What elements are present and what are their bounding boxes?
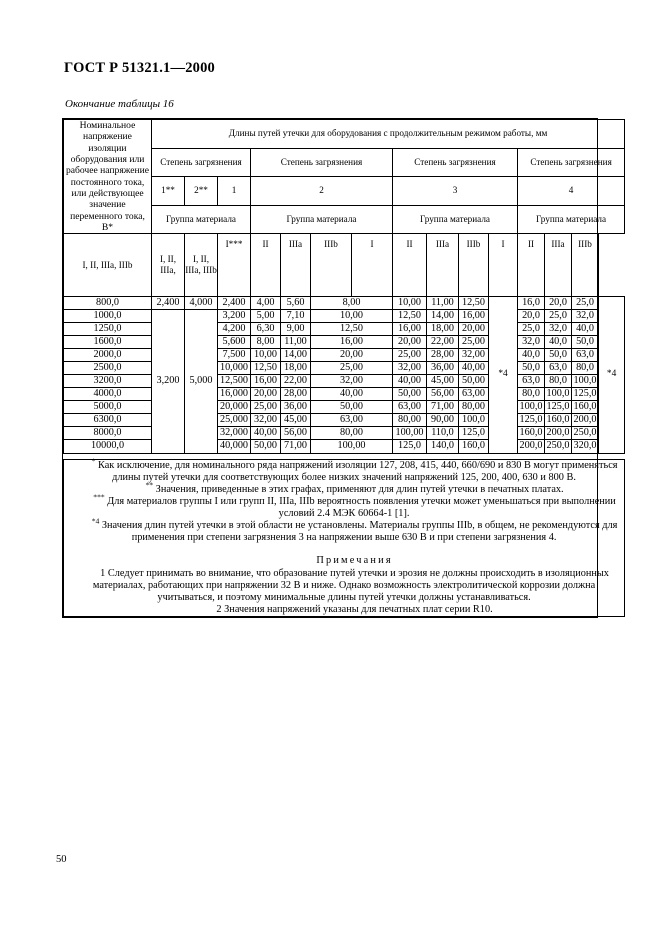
footnote-1-text: Как исключение, для номинального ряда напряжений изоляции 127, 208, 415, 440, 660/690 и 830 В могут применяться длины путей утечки для соответствующих более низких значений напряжений 125, 200, 400, 630 и 800 В. (97, 459, 618, 483)
cell-d3-I: 10,00 (393, 297, 427, 310)
cell-d4-I: 100,0 (518, 401, 545, 414)
material-4-I: I (489, 234, 518, 297)
cell-d2-IIIab: 50,00 (311, 401, 393, 414)
table-row (64, 427, 625, 440)
cell-d2-I: 8,00 (251, 336, 281, 349)
cell-d2-IIIab: 20,00 (311, 349, 393, 362)
cell-d4-IIIa: 250,0 (572, 427, 599, 440)
cell-voltage: 8000,0 (64, 427, 152, 440)
note-item-1: 1 Следует принимать во внимание, что образование путей утечки и эрозия не должны происходить в изоляционных материалах, работающих при напряжении 32 В и ниже. Однако возможность электролитической коррозии должна учитываться, и поэтому минимальные длины путей утечки должны устанавливаться. (92, 567, 609, 603)
creepage-distance-table (63, 119, 625, 617)
cell-d1-m3: 20,000 (218, 401, 251, 414)
material-3-IIIa: IIIa (427, 234, 459, 297)
cell-voltage: 2000,0 (64, 349, 152, 362)
cell-d3-I: 125,0 (393, 440, 427, 453)
cell-d3-I: 40,00 (393, 375, 427, 388)
cell-d2-IIIab: 12,50 (311, 323, 393, 336)
cell-d2-II: 22,00 (281, 375, 311, 388)
material-3-IIIb: IIIb (459, 234, 489, 297)
degree-label-group-2: Степень загрязнения (251, 148, 393, 177)
cell-d3-I: 100,00 (393, 427, 427, 440)
cell-d3-IIIa: 50,00 (459, 375, 489, 388)
table-row (64, 388, 625, 401)
footnote-1-marker: * (91, 456, 96, 466)
cell-d3-II: 11,00 (427, 297, 459, 310)
cell-d1-m3: 5,600 (218, 336, 251, 349)
cell-d4-I: 125,0 (518, 414, 545, 427)
cell-d1-m3: 40,000 (218, 440, 251, 453)
cell-d4-IIIa: 40,0 (572, 323, 599, 336)
cell-d1-m3: 2,400 (218, 297, 251, 310)
cell-d1-m2-merged: 5,000 (185, 310, 218, 453)
cell-d3-IIIa: 160,0 (459, 440, 489, 453)
cell-d2-I: 6,30 (251, 323, 281, 336)
cell-voltage: 800,0 (64, 297, 152, 310)
cell-d4-I: 63,0 (518, 375, 545, 388)
material-4-IIIb: IIIb (572, 234, 599, 297)
cell-voltage: 6300,0 (64, 414, 152, 427)
cell-d2-IIIab: 32,00 (311, 375, 393, 388)
cell-d4-II: 100,0 (545, 388, 572, 401)
footnote-3-text: Для материалов группы I или групп II, IIIa, IIIb вероятность появления утечки может уменьшаться при выполнении условий 2.4 МЭК 60664-1 [1]. (107, 495, 616, 520)
cell-d3-I: 63,00 (393, 401, 427, 414)
material-1b: I, II, IIIa, (152, 234, 185, 297)
cell-d1-m3: 16,000 (218, 388, 251, 401)
cell-d4-II: 125,0 (545, 401, 572, 414)
cell-voltage: 4000,0 (64, 388, 152, 401)
cell-d2-II: 5,60 (281, 297, 311, 310)
cell-d2-I: 50,00 (251, 440, 281, 453)
degree-1a: 1** (152, 177, 185, 206)
cell-d2-I: 25,00 (251, 401, 281, 414)
material-4-IIIa: IIIa (545, 234, 572, 297)
cell-d2-II: 9,00 (281, 323, 311, 336)
cell-d4-II: 80,0 (545, 375, 572, 388)
cell-d3-I: 12,50 (393, 310, 427, 323)
table-row (64, 323, 625, 336)
cell-d2-II: 18,00 (281, 362, 311, 375)
cell-d4-II: 200,0 (545, 427, 572, 440)
table-row (64, 336, 625, 349)
material-4-II: II (518, 234, 545, 297)
cell-d4-II: 50,0 (545, 349, 572, 362)
cell-d4-I: 32,0 (518, 336, 545, 349)
cell-d1-m1: 2,400 (152, 297, 185, 310)
table-row (64, 349, 625, 362)
material-1c: I, II, IIIa, IIIb (185, 234, 218, 297)
cell-d2-I: 12,50 (251, 362, 281, 375)
degree-label-group-4: Степень загрязнения (518, 148, 625, 177)
standard-title: ГОСТ Р 51321.1—2000 (64, 60, 215, 76)
cell-d2-IIIab: 100,00 (311, 440, 393, 453)
cell-d3-II: 22,00 (427, 336, 459, 349)
table-row (64, 414, 625, 427)
cell-d1-m3: 25,000 (218, 414, 251, 427)
top-header-cell: Длины путей утечки для оборудования с продолжительным режимом работы, мм (152, 120, 625, 149)
group-label-4: Группа материала (518, 205, 625, 234)
cell-d4-I: 200,0 (518, 440, 545, 453)
cell-voltage: 5000,0 (64, 401, 152, 414)
left-header-cell: Номинальное напряжение изоляции оборудования или рабочее напряжение постоянного тока, или действующее значение переменного тока, В* (64, 120, 152, 234)
degree-1c: 1 (218, 177, 251, 206)
cell-d4-IIIa: 80,0 (572, 362, 599, 375)
header-row-top (64, 120, 625, 149)
cell-voltage: 3200,0 (64, 375, 152, 388)
cell-d3-II: 36,00 (427, 362, 459, 375)
cell-d3-I: 25,00 (393, 349, 427, 362)
cell-d2-IIIab: 40,00 (311, 388, 393, 401)
cell-d4-IIIa: 63,0 (572, 349, 599, 362)
cell-d2-II: 11,00 (281, 336, 311, 349)
cell-d2-II: 7,10 (281, 310, 311, 323)
degree-1b: 2** (185, 177, 218, 206)
cell-d4-II: 40,0 (545, 336, 572, 349)
cell-d3-IIIa: 25,00 (459, 336, 489, 349)
cell-d2-IIIab: 63,00 (311, 414, 393, 427)
cell-d4-IIIa: 200,0 (572, 414, 599, 427)
table-row (64, 440, 625, 453)
cell-d2-I: 40,00 (251, 427, 281, 440)
footnote-4-text: Значения длин путей утечки в этой области не установлены. Материалы группы IIIb, в общем, не рекомендуются для применения при степени загрязнения 3 на напряжении выше 630 В и при степени загрязнения 4. (101, 520, 618, 544)
footnote-4 (64, 516, 624, 544)
header-row-materials (64, 234, 625, 297)
cell-d3-IIIa: 12,50 (459, 297, 489, 310)
footnotes-row (64, 459, 625, 617)
cell-d3-II: 14,00 (427, 310, 459, 323)
cell-d3-IIIa: 32,00 (459, 349, 489, 362)
cell-d3-I: 16,00 (393, 323, 427, 336)
cell-d2-II: 45,00 (281, 414, 311, 427)
cell-d4-IIIa: 32,0 (572, 310, 599, 323)
footnote-2 (64, 480, 624, 496)
cell-voltage: 10000,0 (64, 440, 152, 453)
cell-d3-IIIa: 40,00 (459, 362, 489, 375)
degree-4: 4 (518, 177, 625, 206)
group-label-1: Группа материала (152, 205, 251, 234)
material-1a: I, II, IIIa, IIIb (64, 234, 152, 297)
material-2-I: I*** (218, 234, 251, 297)
cell-d3-II: 90,00 (427, 414, 459, 427)
footnote-3-marker: *** (93, 492, 105, 502)
cell-d4-I: 50,0 (518, 362, 545, 375)
degree-label-group-1: Степень загрязнения (152, 148, 251, 177)
cell-d2-IIIab: 8,00 (311, 297, 393, 310)
footnote-2-text: Значения, приведенные в этих графах, применяют для длин путей утечки в печатных платах. (155, 483, 564, 495)
cell-voltage: 1000,0 (64, 310, 152, 323)
cell-d2-II: 28,00 (281, 388, 311, 401)
cell-d4-I: 80,0 (518, 388, 545, 401)
cell-d4-II: 250,0 (545, 440, 572, 453)
table-row (64, 401, 625, 414)
cell-d4-II: 32,0 (545, 323, 572, 336)
table-row (64, 310, 625, 323)
footnote-4-marker: *4 (91, 516, 100, 526)
page-number: 50 (56, 854, 67, 865)
note-item-2: 2 Значения напряжений указаны для печатных плат серии R10. (216, 604, 493, 616)
cell-d1-m2: 4,000 (185, 297, 218, 310)
cell-d1-m3: 7,500 (218, 349, 251, 362)
cell-d3-II: 28,00 (427, 349, 459, 362)
notes-heading: Примечания (316, 555, 393, 567)
group-label-3: Группа материала (393, 205, 518, 234)
cell-d2-I: 20,00 (251, 388, 281, 401)
cell-d3-IIIa: 100,0 (459, 414, 489, 427)
cell-d1-m3: 4,200 (218, 323, 251, 336)
table-outer-frame (62, 118, 618, 618)
cell-d1-m3: 12,500 (218, 375, 251, 388)
cell-d2-IIIab: 25,00 (311, 362, 393, 375)
cell-d4-IIIa: 50,0 (572, 336, 599, 349)
cell-d1-m3: 32,000 (218, 427, 251, 440)
table-row (64, 362, 625, 375)
cell-d2-II: 14,00 (281, 349, 311, 362)
table-footnotes-group (64, 456, 625, 617)
cell-d2-I: 5,00 (251, 310, 281, 323)
material-2-IIIb: IIIb (311, 234, 352, 297)
group-label-2: Группа материала (251, 205, 393, 234)
cell-d4-I: 20,0 (518, 310, 545, 323)
cell-d4-IIIa: 160,0 (572, 401, 599, 414)
cell-d4-IIIa: 25,0 (572, 297, 599, 310)
cell-d1-m1-merged: 3,200 (152, 310, 185, 453)
cell-d3-IIIb-note: *4 (489, 297, 518, 453)
cell-d2-I: 10,00 (251, 349, 281, 362)
cell-d3-IIIa: 63,00 (459, 388, 489, 401)
cell-d2-II: 56,00 (281, 427, 311, 440)
cell-d3-II: 45,00 (427, 375, 459, 388)
table-row (64, 297, 625, 310)
cell-d2-I: 32,00 (251, 414, 281, 427)
cell-d3-I: 50,00 (393, 388, 427, 401)
cell-d1-m3: 10,000 (218, 362, 251, 375)
cell-d4-II: 20,0 (545, 297, 572, 310)
cell-d4-II: 25,0 (545, 310, 572, 323)
cell-d4-I: 40,0 (518, 349, 545, 362)
cell-d4-IIIa: 100,0 (572, 375, 599, 388)
cell-d2-IIIab: 10,00 (311, 310, 393, 323)
material-2-IIIa: IIIa (281, 234, 311, 297)
cell-d3-II: 110,0 (427, 427, 459, 440)
table-data-rows (64, 297, 625, 459)
cell-d3-IIIa: 80,00 (459, 401, 489, 414)
cell-d4-I: 160,0 (518, 427, 545, 440)
cell-d2-I: 4,00 (251, 297, 281, 310)
cell-d4-II: 160,0 (545, 414, 572, 427)
table-header-group (64, 120, 625, 297)
cell-voltage: 2500,0 (64, 362, 152, 375)
table-row (64, 375, 625, 388)
cell-d3-IIIa: 125,0 (459, 427, 489, 440)
cell-voltage: 1600,0 (64, 336, 152, 349)
degree-label-group-3: Степень загрязнения (393, 148, 518, 177)
cell-d3-II: 18,00 (427, 323, 459, 336)
cell-d3-I: 80,00 (393, 414, 427, 427)
cell-d2-IIIab: 80,00 (311, 427, 393, 440)
cell-d2-II: 36,00 (281, 401, 311, 414)
cell-d4-I: 16,0 (518, 297, 545, 310)
cell-d3-II: 56,00 (427, 388, 459, 401)
table-caption: Окончание таблицы 16 (65, 98, 174, 110)
cell-d4-I: 25,0 (518, 323, 545, 336)
cell-d4-II: 63,0 (545, 362, 572, 375)
cell-d3-IIIa: 20,00 (459, 323, 489, 336)
cell-d4-IIIa: 320,0 (572, 440, 599, 453)
cell-d4-IIIb-note: *4 (599, 297, 625, 453)
material-2-II: II (251, 234, 281, 297)
cell-d2-IIIab: 16,00 (311, 336, 393, 349)
cell-d4-IIIa: 125,0 (572, 388, 599, 401)
cell-d1-m3: 3,200 (218, 310, 251, 323)
footnotes-cell (64, 456, 625, 617)
degree-2: 2 (251, 177, 393, 206)
footnote-2-marker: ** (145, 480, 154, 490)
cell-d2-I: 16,00 (251, 375, 281, 388)
cell-voltage: 1250,0 (64, 323, 152, 336)
cell-d3-IIIa: 16,00 (459, 310, 489, 323)
cell-d3-II: 140,0 (427, 440, 459, 453)
cell-d3-II: 71,00 (427, 401, 459, 414)
cell-d3-I: 20,00 (393, 336, 427, 349)
material-3-I: I (352, 234, 393, 297)
material-3-II: II (393, 234, 427, 297)
footnote-3 (64, 492, 624, 520)
degree-3: 3 (393, 177, 518, 206)
cell-d3-I: 32,00 (393, 362, 427, 375)
cell-d2-II: 71,00 (281, 440, 311, 453)
